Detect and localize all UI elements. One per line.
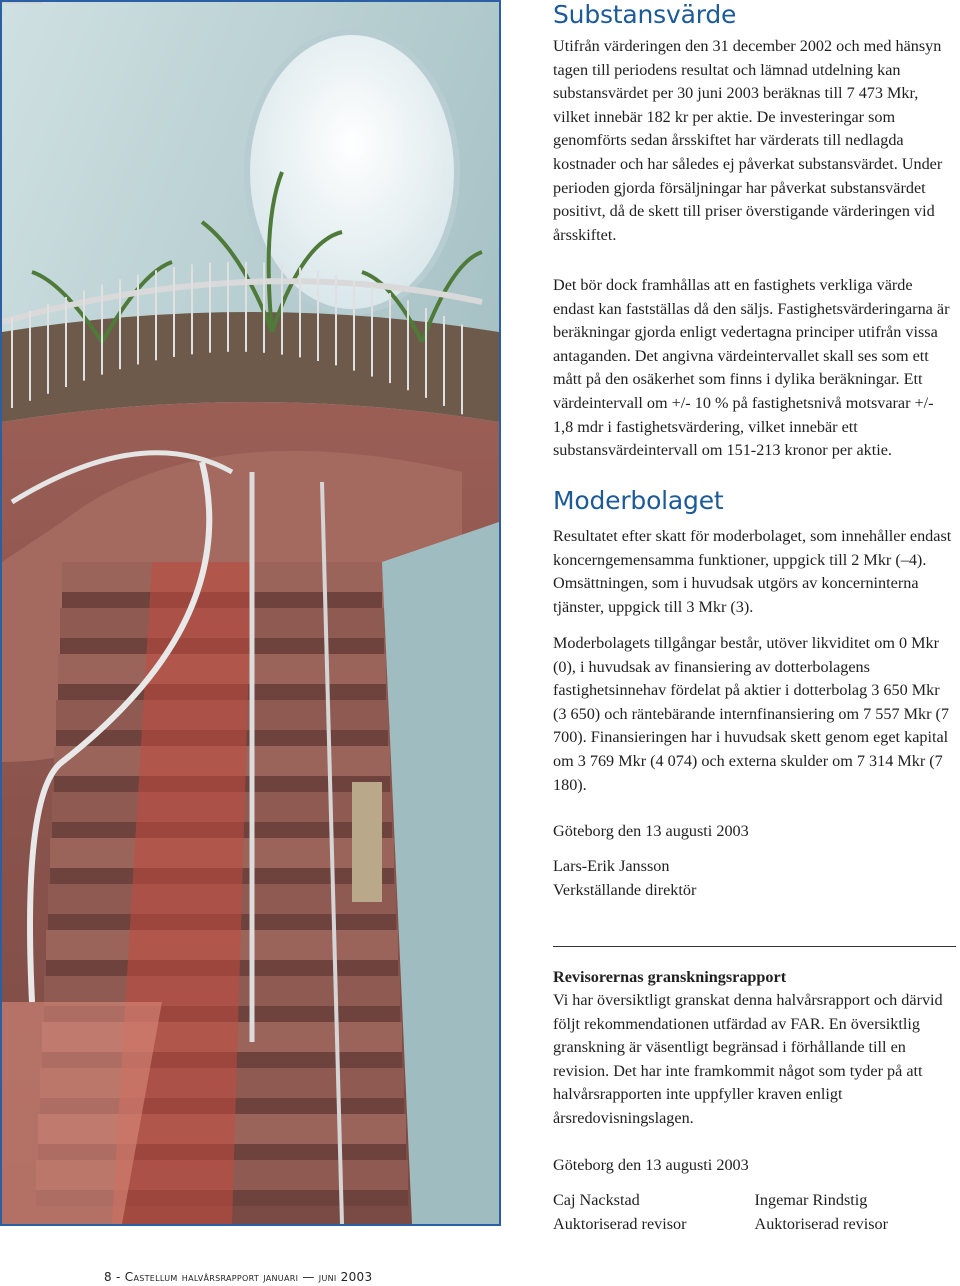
review-date: Göteborg den 13 augusti 2003 xyxy=(553,1156,749,1174)
auditor-role: Auktoriserad revisor xyxy=(754,1214,889,1233)
auditor-1 xyxy=(553,1189,755,1236)
signature-title: Verkställande direktör xyxy=(553,880,697,899)
paragraph-moderbolaget-2: Moderbolagets tillgångar består, utöver likviditet om 0 Mkr (0), i huvudsak av finansiering av dotterbolagens fastighetsinnehav fördelat på aktier i dotterbolag 3 650 Mkr (3 650) och räntebärande internfinansiering om 7 557 Mkr (7 700). Finansieringen har i huvudsak skett genom eget kapital om 3 769 Mkr (4 074) och externa skulder om 7 314 Mkr (7 180). xyxy=(553,634,950,794)
section-divider xyxy=(553,946,956,947)
signature-block xyxy=(553,855,956,902)
auditor-2 xyxy=(755,1189,957,1236)
auditor-signatures xyxy=(553,1189,956,1236)
paragraph-substansvarde-2: Det bör dock framhållas att en fastighets verkliga värde endast kan fastställas då den säljs. Fastighetsvärderingarna är beräkningar gjorda enligt vedertagna principer utifrån vissa antaganden. Det angivna värdeintervallet skall ses som ett mått på den osäkerhet som finns i dylika beräkningar. Ett värdeintervall om +/- 10 % på fastighetsnivå motsvarar +/- 1,8 mdr i fastighetsvärdering, vilket innebär ett substansvärdeintervall om 151-213 kronor per aktie. xyxy=(553,276,950,460)
page-footer: 8 - Castellum halvårsrapport januari — juni 2003 xyxy=(104,1270,373,1284)
auditor-name: Caj Nackstad xyxy=(553,1191,640,1209)
signature-name: Lars-Erik Jansson xyxy=(553,857,670,875)
signature-date: Göteborg den 13 augusti 2003 xyxy=(553,822,749,840)
heading-substansvarde: Substansvärde xyxy=(553,0,737,29)
paragraph-substansvarde-1: Utifrån värderingen den 31 december 2002 och med hänsyn tagen till periodens resultat och lämnad utdelning kan substansvärdet per 30 juni 2003 beräknas till 7 473 Mkr, vilket innebär 182 kr per aktie. De investeringar som genomförts sedan årsskiftet har värderats till nedlagda kostnader och har således ej påverkat substansvärdet. Under perioden gjorda försäljningar har påverkat substansvärdet positivt, då de skett till priser överstigande värderingen vid årsskiftet. xyxy=(553,37,943,244)
auditor-name: Ingemar Rindstig xyxy=(754,1191,868,1209)
heading-review: Revisorernas granskningsrapport xyxy=(553,968,787,986)
paragraph-review: Vi har översiktligt granskat denna halvårsrapport och därvid följt rekommendationen utfärdad av FAR. En översiktlig granskning är väsentligt begränsad i förhållande till en revision. Det har inte framkommit något som tyder på att halvårsrapporten inte uppfyller kraven enligt årsredovisningslagen. xyxy=(553,991,943,1127)
heading-moderbolaget: Moderbolaget xyxy=(553,486,724,515)
staircase-illustration xyxy=(2,2,499,1224)
paragraph-moderbolaget-1: Resultatet efter skatt för moderbolaget, som innehåller endast koncerngemensamma funktioner, uppgick till 2 Mkr (–4). Omsättningen, som i huvudsak utgörs av koncerninterna tjänster, uppgick till 3 Mkr (3). xyxy=(553,527,952,616)
staircase-photo xyxy=(0,0,501,1226)
auditor-role: Auktoriserad revisor xyxy=(553,1214,687,1233)
